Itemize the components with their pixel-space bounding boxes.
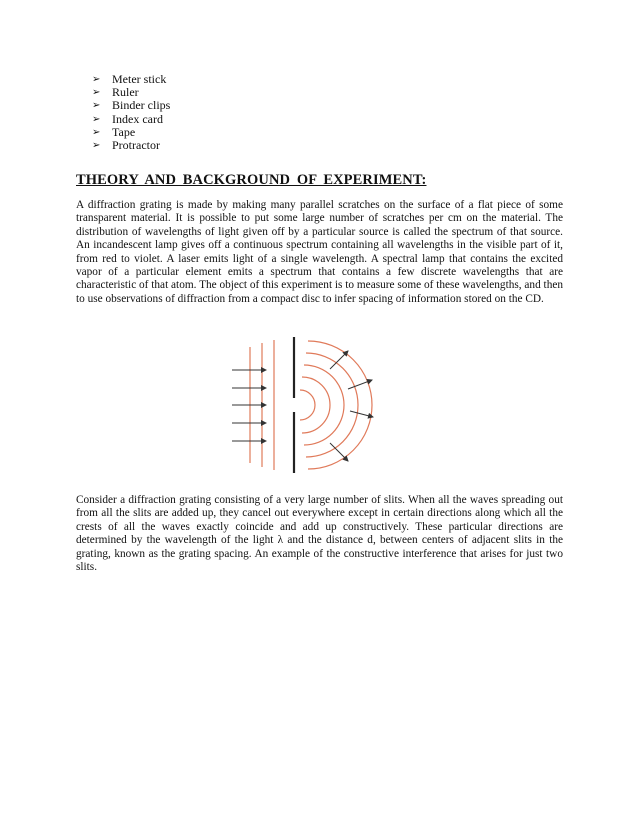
wavefront-arc	[300, 390, 315, 420]
diffracted-arrows	[330, 351, 373, 461]
diffraction-diagram	[226, 335, 376, 475]
arrow-bullet-icon: ➢	[92, 113, 101, 125]
list-item-label: Ruler	[112, 85, 139, 100]
list-item-label: Index card	[112, 111, 163, 126]
wavefront-arc	[308, 341, 372, 469]
wavefront-arc	[304, 365, 344, 445]
theory-paragraph: A diffraction grating is made by making many parallel scratches on the surface of a flat piece of some transparent material. It is possible to put some large number of scratches per cm on the material. The distribution of wavelengths of light given off by a particular source is called the spectrum of that source. An incandescent lamp gives off a continuous spectrum containing all wavelengths in the visible part of it, from red to violet. A laser emits light of a single wavelength. A spectral lamp that contains the excited vapor of a particular element emits a spectrum that contains a few discrete wavelengths that are characteristic of that atom. The object of this experiment is to measure some of these wavelengths, and then to use observations of diffraction from a compact disc to infer spacing of information stored on the CD.	[76, 199, 563, 305]
equipment-list	[92, 73, 170, 152]
incident-arrows	[232, 370, 266, 441]
list-item	[92, 126, 170, 139]
list-item	[92, 139, 170, 152]
arrow-bullet-icon: ➢	[92, 87, 101, 99]
arrow-bullet-icon: ➢	[92, 139, 101, 151]
arrow-bullet-icon: ➢	[92, 74, 101, 85]
arrow-bullet-icon: ➢	[92, 100, 101, 112]
list-item-label: Meter stick	[112, 72, 167, 86]
diffracted-arrow	[350, 411, 373, 417]
list-item-label: Protractor	[112, 137, 160, 152]
list-item-label: Tape	[112, 124, 136, 139]
list-item	[92, 99, 170, 112]
list-item	[92, 113, 170, 126]
list-item-label: Binder clips	[112, 98, 171, 113]
wavefront-arc	[302, 377, 330, 433]
wavefront-arc	[306, 353, 358, 457]
grating-paragraph: Consider a diffraction grating consisting of a very large number of slits. When all the waves spreading out from all the slits are added up, they cancel out everywhere except in certain directions along which all the crests of all the waves exactly coincide and add up constructively. These particular directions are determined by the wavelength of the light λ and the distance d, between centers of adjacent slits in the grating, known as the grating spacing. An example of the constructive interference that arises for just two slits.	[76, 494, 563, 574]
diffracted-wavefronts	[300, 341, 372, 469]
section-heading: THEORY AND BACKGROUND OF EXPERIMENT:	[76, 172, 427, 188]
arrow-bullet-icon: ➢	[92, 126, 101, 138]
